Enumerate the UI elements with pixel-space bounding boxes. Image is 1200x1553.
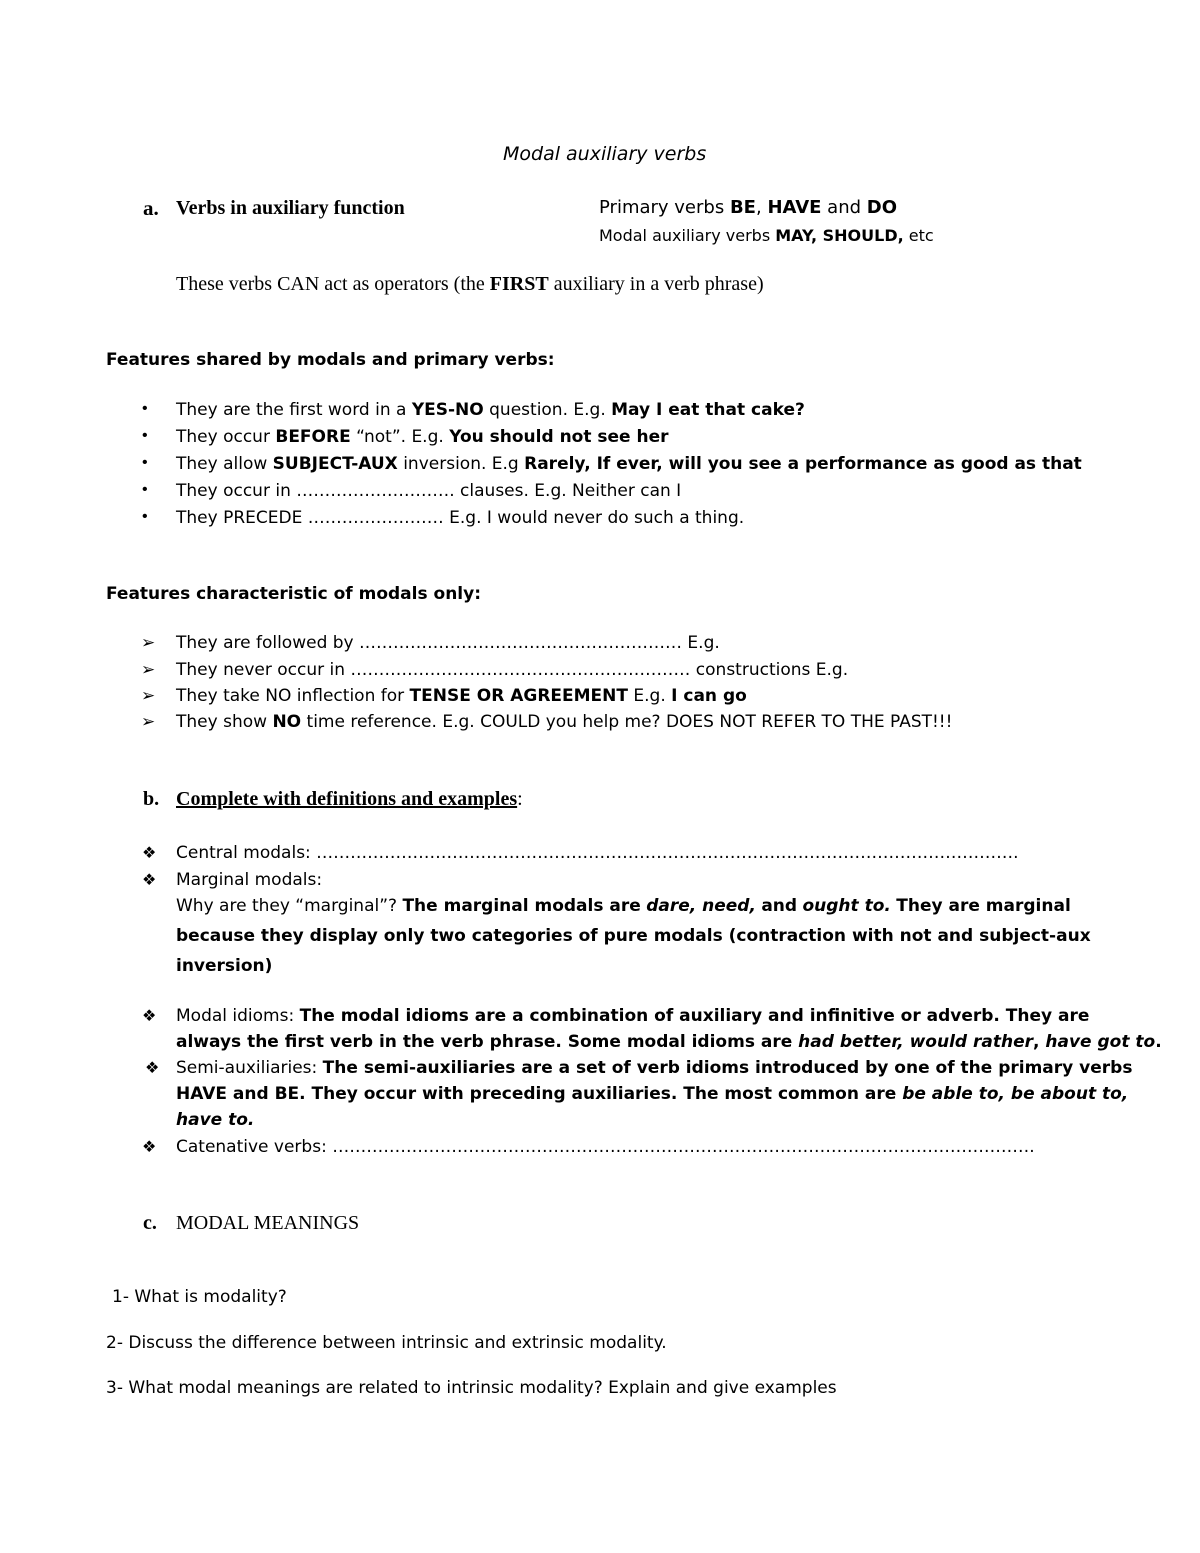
arrow-bullet-icon: ➢: [141, 660, 156, 679]
primary-be: BE: [729, 197, 756, 218]
item-text: They show: [176, 712, 268, 732]
arrow-bullet-icon: ➢: [141, 712, 156, 731]
item-text: E.g.: [633, 686, 666, 706]
marginal-line-3: inversion): [176, 956, 273, 976]
primary-have: HAVE: [767, 197, 822, 218]
catenative-verbs: Catenative verbs: …………………………………………………………………………………………………………….: [176, 1137, 1035, 1157]
idioms-text: The modal idioms are a combination of auxiliary and infinitive or adverb. They are: [299, 1006, 1090, 1026]
section-a-letter: a.: [143, 196, 159, 220]
marginal-dare-need: dare, need,: [646, 896, 756, 916]
section-c-letter: c.: [143, 1212, 157, 1234]
modal-idioms-line-2: [176, 1032, 1162, 1052]
bullet-icon: •: [142, 454, 148, 471]
item-text: They occur: [176, 427, 270, 447]
modal-may-should: MAY, SHOULD,: [775, 226, 904, 245]
idioms-label: Modal idioms:: [176, 1006, 295, 1026]
arrow-bullet-icon: ➢: [141, 633, 156, 652]
marginal-modals-label: Marginal modals:: [176, 870, 323, 890]
primary-do: DO: [866, 197, 898, 218]
operators-sentence: [176, 273, 764, 296]
arrow-bullet-icon: ➢: [141, 686, 156, 705]
diamond-bullet-icon: ❖: [142, 1139, 157, 1156]
semi-examples: be able to, be about to,: [902, 1084, 1129, 1104]
operators-pre: These verbs CAN act as operators (the: [176, 273, 485, 295]
diamond-bullet-icon: ❖: [142, 1008, 157, 1025]
list-item: [176, 427, 669, 447]
primary-and: and: [827, 197, 862, 218]
operators-first: FIRST: [489, 273, 549, 295]
item-bold: YES-NO: [411, 400, 484, 420]
section-c-heading: MODAL MEANINGS: [176, 1212, 360, 1234]
bullet-icon: •: [142, 481, 148, 498]
semi-label: Semi-auxiliaries:: [176, 1058, 318, 1078]
question-2: 2- Discuss the difference between intrinsic and extrinsic modality.: [106, 1333, 667, 1353]
modal-etc: etc: [908, 226, 934, 245]
item-example: I can go: [671, 686, 747, 706]
idioms-comma: ,: [1032, 1032, 1040, 1052]
section-b-heading-line: [176, 788, 523, 811]
list-item: [176, 686, 747, 706]
marginal-line-2: because they display only two categories of pure modals (contraction with not and subject-aux: [176, 926, 1091, 946]
question-1: 1- What is modality?: [112, 1287, 287, 1307]
item-bold: BEFORE: [275, 427, 351, 447]
page-title: Modal auxiliary verbs: [503, 143, 707, 165]
item-bold: SUBJECT-AUX: [272, 454, 398, 474]
question-3: 3- What modal meanings are related to intrinsic modality? Explain and give examples: [106, 1378, 837, 1398]
semi-text: HAVE and BE. They occur with preceding auxiliaries. The most common are: [176, 1084, 897, 1104]
modals-only-heading: Features characteristic of modals only:: [106, 584, 482, 604]
bullet-icon: •: [142, 400, 148, 417]
primary-verbs-line: [599, 197, 897, 218]
section-b-heading: Complete with definitions and examples: [176, 788, 518, 810]
item-example: Rarely, If ever, will you see a performance as good as that: [524, 454, 1082, 474]
diamond-bullet-icon: ❖: [142, 872, 157, 889]
list-item: They are followed by ………………………………………………… E.g.: [176, 633, 720, 653]
bullet-icon: •: [142, 427, 148, 444]
marginal-text: They are marginal: [896, 896, 1071, 916]
list-item: They PRECEDE …………………… E.g. I would never do such a thing.: [176, 508, 745, 528]
semi-text: The semi-auxiliaries are a set of verb idioms introduced by one of the primary verbs: [322, 1058, 1133, 1078]
idioms-text: always the first verb in the verb phrase. Some modal idioms are: [176, 1032, 793, 1052]
primary-prefix: Primary verbs: [599, 197, 725, 218]
item-text: time reference. E.g. COULD you help me? DOES NOT REFER TO THE PAST!!!: [306, 712, 953, 732]
idioms-examples: had better, would rather: [798, 1032, 1033, 1052]
idioms-period: .: [1155, 1032, 1162, 1052]
item-bold: TENSE OR AGREEMENT: [409, 686, 628, 706]
item-text: “not”. E.g.: [356, 427, 444, 447]
section-b-colon: :: [517, 788, 523, 810]
list-item: [176, 712, 952, 732]
central-modals: Central modals: …………………………………………………………………………………………………………….: [176, 843, 1019, 863]
modal-idioms-line-1: [176, 1006, 1089, 1026]
list-item: [176, 400, 805, 420]
semi-aux-line-1: [176, 1058, 1132, 1078]
marginal-ought: ought to.: [802, 896, 891, 916]
section-a-heading: Verbs in auxiliary function: [176, 197, 405, 219]
modal-prefix: Modal auxiliary verbs: [599, 226, 771, 245]
item-bold: NO: [272, 712, 302, 732]
item-example: You should not see her: [449, 427, 669, 447]
item-text: They are the first word in a: [176, 400, 407, 420]
item-text: They allow: [176, 454, 268, 474]
primary-sep: ,: [755, 197, 762, 218]
diamond-bullet-icon: ❖: [145, 1060, 160, 1077]
diamond-bullet-icon: ❖: [142, 845, 157, 862]
list-item: They occur in ………………………. clauses. E.g. Neither can I: [176, 481, 682, 501]
semi-aux-line-2: [176, 1084, 1128, 1104]
bullet-icon: •: [142, 508, 148, 525]
idioms-examples: have got to: [1045, 1032, 1156, 1052]
shared-features-heading: Features shared by modals and primary verbs:: [106, 350, 555, 370]
list-item: [176, 454, 1082, 474]
section-b-letter: b.: [143, 788, 160, 810]
marginal-line-1: [176, 896, 1071, 916]
marginal-question: Why are they “marginal”?: [176, 896, 398, 916]
item-example: May I eat that cake?: [611, 400, 805, 420]
modal-verbs-line: [599, 226, 934, 245]
marginal-and: and: [761, 896, 798, 916]
item-text: They take NO inflection for: [176, 686, 405, 706]
operators-post: auxiliary in a verb phrase): [553, 273, 764, 295]
marginal-text: The marginal modals are: [402, 896, 641, 916]
semi-aux-line-3: have to.: [176, 1110, 255, 1130]
list-item: They never occur in …………………………………………………… constructions E.g.: [176, 660, 849, 680]
item-text: inversion. E.g: [403, 454, 519, 474]
item-text: question. E.g.: [489, 400, 606, 420]
